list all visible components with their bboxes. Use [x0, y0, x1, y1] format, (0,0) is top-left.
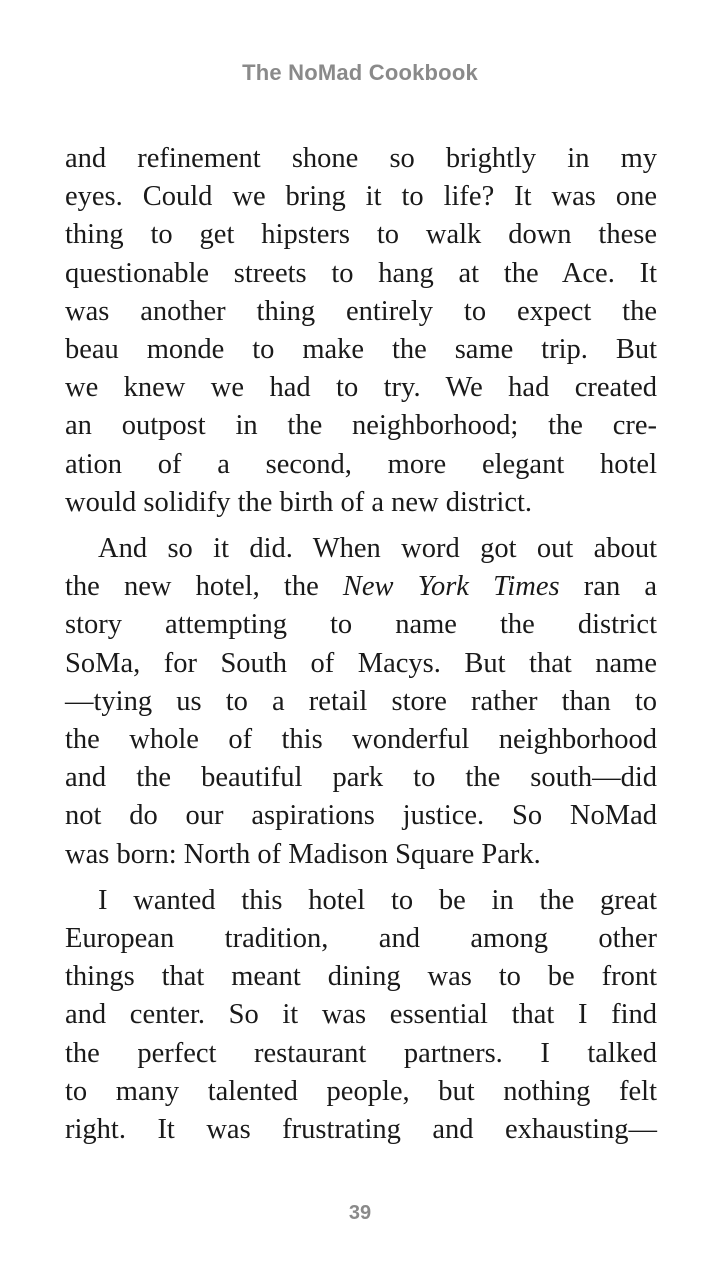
- paragraph-1: [65, 140, 657, 522]
- text-line: was born: North of Madison Square Park.: [65, 838, 541, 870]
- text-line: to many talented people, but nothing felt: [65, 1075, 657, 1107]
- book-title: The NoMad Cookbook: [242, 60, 478, 85]
- text-line: we knew we had to try. We had created: [65, 372, 657, 404]
- text-line: an outpost in the neighborhood; the cre-: [65, 410, 657, 442]
- text-line: and refinement shone so brightly in my: [65, 143, 657, 174]
- text-line: SoMa, for South of Macys. But that name: [65, 647, 657, 679]
- text-line: I wanted this hotel to be in the great: [98, 884, 657, 916]
- text-line: ation of a second, more elegant hotel: [65, 448, 657, 480]
- italic-title: New York Times: [342, 571, 560, 603]
- paragraph-3: [65, 882, 657, 1149]
- text-line: story attempting to name the district: [65, 609, 657, 641]
- text-line: And so it did. When word got out about: [98, 533, 657, 565]
- paragraph-2: [65, 530, 657, 874]
- text-line: thing to get hipsters to walk down these: [65, 219, 657, 251]
- text-line: the perfect restaurant partners. I talked: [65, 1037, 657, 1069]
- text-line: European tradition, and among other: [65, 923, 657, 955]
- text-segment: ran a: [559, 571, 658, 603]
- text-segment: the new hotel, the: [65, 571, 343, 603]
- text-line: and the beautiful park to the south—did: [65, 762, 657, 794]
- text-line: was another thing entirely to expect the: [65, 295, 657, 327]
- text-line: not do our aspirations justice. So NoMad: [65, 800, 657, 832]
- text-line-with-italic: [65, 568, 657, 606]
- text-line: questionable streets to hang at the Ace. It: [65, 257, 657, 289]
- text-line: things that meant dining was to be front: [65, 961, 657, 993]
- text-line: eyes. Could we bring it to life? It was one: [65, 181, 657, 213]
- text-line: the whole of this wonderful neighborhood: [65, 724, 657, 756]
- text-line: and center. So it was essential that I find: [65, 999, 657, 1031]
- page-body: [65, 140, 657, 1157]
- text-line: —tying us to a retail store rather than to: [65, 685, 657, 717]
- text-line: beau monde to make the same trip. But: [65, 334, 657, 366]
- text-line: right. It was frustrating and exhausting—: [65, 1114, 657, 1146]
- text-line: would solidify the birth of a new district.: [65, 486, 533, 518]
- page-number: 39: [348, 1202, 372, 1224]
